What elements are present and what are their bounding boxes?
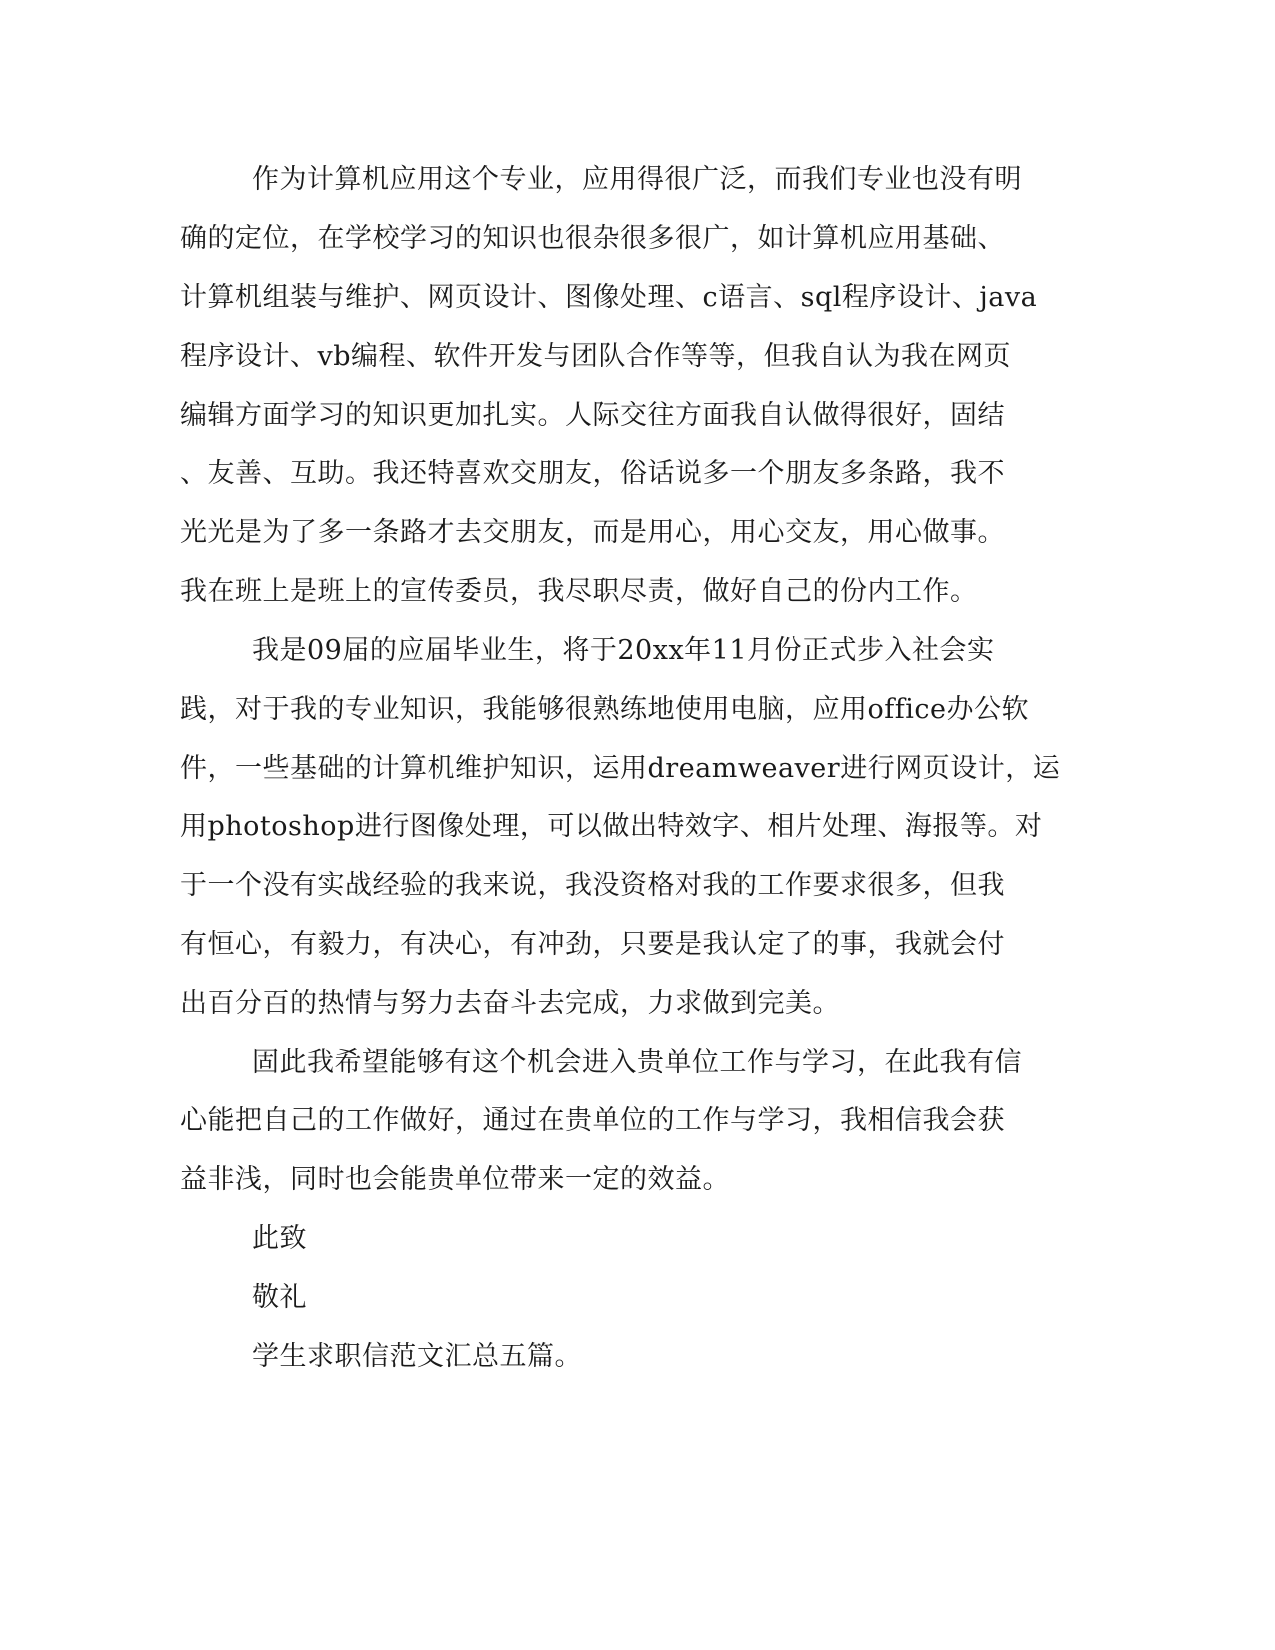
text-line: 计算机组装与维护、网页设计、图像处理、c语言、sql程序设计、java: [180, 282, 1038, 313]
text-line: 我是09届的应届毕业生，将于20xx年11月份正式步入社会实: [252, 635, 995, 666]
text-line: 编辑方面学习的知识更加扎实。人际交往方面我自认做得很好，固结: [180, 400, 1005, 431]
text-line: 于一个没有实战经验的我来说，我没资格对我的工作要求很多，但我: [180, 870, 1005, 901]
text-line: 确的定位，在学校学习的知识也很杂很多很广，如计算机应用基础、: [180, 223, 1005, 254]
text-line: 固此我希望能够有这个机会进入贵单位工作与学习，在此我有信: [252, 1047, 1022, 1078]
text-line: 有恒心，有毅力，有决心，有冲劲，只要是我认定了的事，我就会付: [180, 929, 1005, 960]
text-line: 作为计算机应用这个专业，应用得很广泛，而我们专业也没有明: [252, 164, 1022, 195]
text-line: 益非浅，同时也会能贵单位带来一定的效益。: [180, 1164, 730, 1195]
text-line: 心能把自己的工作做好，通过在贵单位的工作与学习，我相信我会获: [180, 1105, 1005, 1136]
closing-line: 学生求职信范文汇总五篇。: [252, 1341, 582, 1372]
text-line: 践，对于我的专业知识，我能够很熟练地使用电脑，应用office办公软: [180, 694, 1029, 725]
salutation-line: 此致: [252, 1223, 307, 1254]
text-line: 用photoshop进行图像处理，可以做出特效字、相片处理、海报等。对: [180, 811, 1043, 842]
text-line: 程序设计、vb编程、软件开发与团队合作等等，但我自认为我在网页: [180, 341, 1012, 372]
text-line: 件，一些基础的计算机维护知识，运用dreamweaver进行网页设计，运: [180, 753, 1061, 784]
salutation-line: 敬礼: [252, 1282, 307, 1313]
text-line: 、友善、互助。我还特喜欢交朋友，俗话说多一个朋友多条路，我不: [180, 458, 1005, 489]
text-line: 光光是为了多一条路才去交朋友，而是用心，用心交友，用心做事。: [180, 517, 1005, 548]
text-line: 出百分百的热情与努力去奋斗去完成，力求做到完美。: [180, 988, 840, 1019]
text-line: 我在班上是班上的宣传委员，我尽职尽责，做好自己的份内工作。: [180, 576, 978, 607]
